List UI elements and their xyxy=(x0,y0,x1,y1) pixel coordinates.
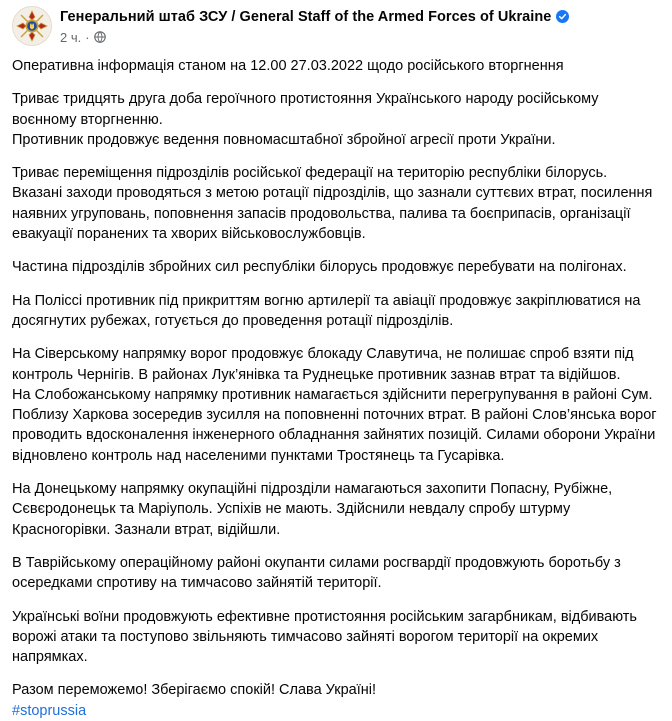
post-meta xyxy=(60,28,569,46)
post-paragraph: Триває переміщення підрозділів російської федерації на територію республіки білорусь. Вказані заходи проводяться з метою ротації підрозділів, що зазнали суттєвих втрат, посилення наявних угруповань, поповнення запасів продовольства, палива та боєприпасів, організації евакуації поранених та хворих військовослужбовців. xyxy=(12,165,653,243)
meta-separator: · xyxy=(85,29,90,45)
page-avatar[interactable] xyxy=(12,6,52,46)
post-paragraph: В Таврійському операційному районі окупанти силами росгвардії продовжують боротьбу з осередками спротиву на тимчасово зайнятій території. xyxy=(12,554,621,592)
post-paragraph: На Сіверському напрямку ворог продовжує блокаду Славутича, не полишає спроб взяти під контроль Чернігів. В районах Лук’янівка та Руднецьке противник зазнав втрат та відійшов. xyxy=(12,346,634,383)
post-paragraph: Українські воїни продовжують ефективне протистояння російським загарбникам, відбивають ворожі атаки та поступово звільняють тимчасово зайняті ворогом території на окремих напрямках. xyxy=(12,608,637,666)
general-staff-emblem-icon xyxy=(15,9,49,43)
globe-icon[interactable] xyxy=(94,31,106,43)
post-paragraph: На Поліссі противник під прикриттям вогню артилерії та авіації продовжує закріплюватися на досягнутих рубежах, готується до проведення ротації підрозділів. xyxy=(12,292,641,329)
post-paragraph: Триває тридцять друга доба героїчного протистояння Українського народу російському воєнному вторгненню. xyxy=(12,91,599,128)
post-paragraph: Противник продовжує ведення повномасштабної збройної агресії проти України. xyxy=(12,131,556,148)
page-name-link[interactable]: Генеральний штаб ЗСУ / General Staff of the Armed Forces of Ukraine xyxy=(60,8,552,25)
post-paragraph: На Донецькому напрямку окупаційні підрозділи намагаються захопити Попасну, Рубіжне, Сєвєродонецьк та Маріуполь. Успіхів не мають. Здійснили невдалу спробу штурму Красногорівки. Зазнали втрат, відійшли. xyxy=(12,481,613,538)
verified-badge-icon xyxy=(556,10,569,23)
post-body xyxy=(12,56,660,721)
post-paragraph: На Слобожанському напрямку противник намагається здійснити перегрупування в районі Сум. Поблизу Харкова зосередив зусилля на поповненні поточних втрат. В районі Слов’янська ворог проводить вдосконалення інженерного обладнання зайнятих позицій. Силами оборони України відновлено контроль над населеними пунктами Тростянець та Гусарівка. xyxy=(12,386,657,464)
post-header xyxy=(12,0,660,56)
post-header-text xyxy=(60,6,569,46)
hashtag-link[interactable]: #stoprussia xyxy=(12,702,87,719)
post-paragraph: Разом переможемо! Зберігаємо спокій! Слава Україні! xyxy=(12,682,376,699)
post-paragraph: Частина підрозділів збройних сил республіки білорусь продовжує перебувати на полігонах. xyxy=(12,259,627,276)
post-paragraph: Оперативна інформація станом на 12.00 27.03.2022 щодо російського вторгнення xyxy=(12,58,564,74)
page-name-row xyxy=(60,7,569,26)
post-timestamp[interactable]: 2 ч. xyxy=(60,29,82,45)
